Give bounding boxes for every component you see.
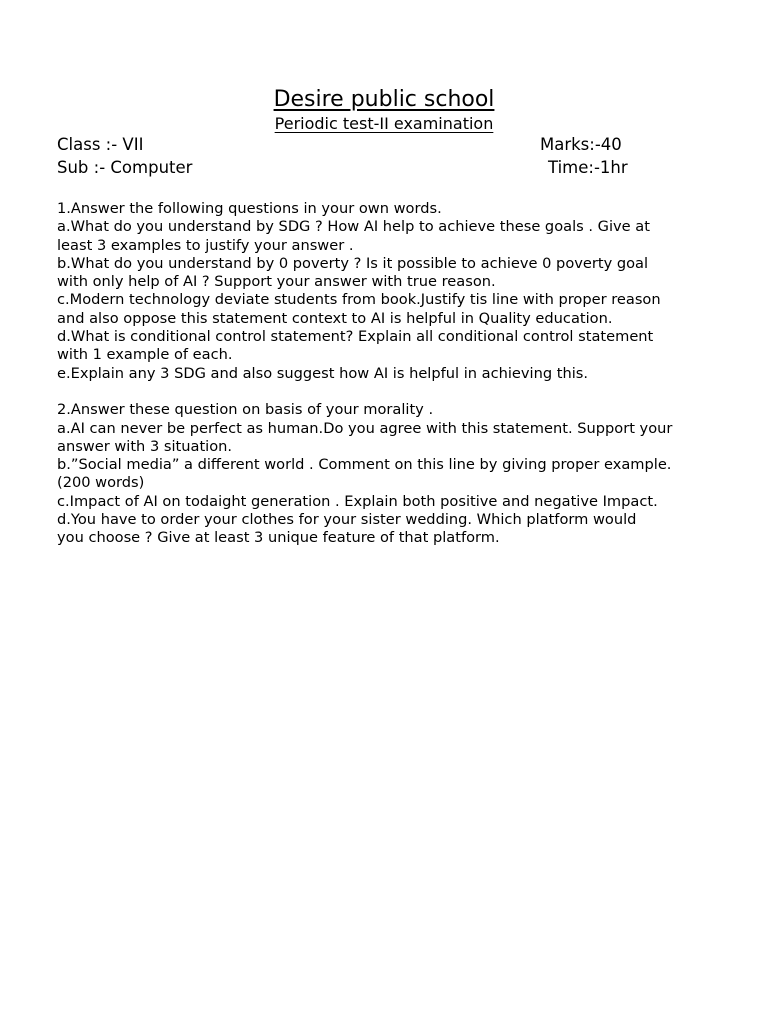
questions-body (57, 200, 729, 548)
school-name: Desire public school (273, 87, 495, 112)
question-line: e.Explain any 3 SDG and also suggest how AI is helpful in achieving this. (57, 364, 589, 382)
question-line: answer with 3 situation. (57, 437, 233, 455)
section-heading: 2.Answer these question on basis of your morality . (57, 401, 434, 419)
question-line: (200 words) (57, 474, 145, 492)
section-heading: 1.Answer the following questions in your own words. (57, 200, 442, 217)
question-section-1 (57, 200, 729, 383)
question-line: c.Impact of AI on todaight generation . Explain both positive and negative Impact. (57, 492, 658, 510)
question-line: with only help of AI ? Support your answer with true reason. (57, 273, 496, 291)
exam-title: Periodic test-II examination (274, 114, 494, 133)
question-line: d.You have to order your clothes for your sister wedding. Which platform would (57, 511, 637, 529)
question-section-2 (57, 401, 729, 547)
class-label: Class :- VII (57, 135, 144, 154)
question-line: a.What do you understand by SDG ? How AI help to achieve these goals . Give at (57, 218, 650, 236)
time-label: Time:-1hr (548, 158, 628, 177)
section-gap (57, 383, 729, 401)
question-line: you choose ? Give at least 3 unique feature of that platform. (57, 529, 500, 547)
question-line: d.What is conditional control statement? Explain all conditional control statement (57, 328, 654, 346)
marks-label: Marks:-40 (540, 135, 622, 154)
question-line: least 3 examples to justify your answer . (57, 236, 354, 254)
question-line: b.”Social media” a different world . Comment on this line by giving proper example. (57, 456, 672, 474)
question-line: c.Modern technology deviate students from book.Justify tis line with proper reason (57, 291, 661, 309)
question-line: with 1 example of each. (57, 346, 233, 364)
question-line: b.What do you understand by 0 poverty ? Is it possible to achieve 0 poverty goal (57, 254, 649, 272)
question-line: a.AI can never be perfect as human.Do you agree with this statement. Support your (57, 419, 673, 437)
question-line: and also oppose this statement context to AI is helpful in Quality education. (57, 309, 613, 327)
subject-label: Sub :- Computer (57, 158, 193, 177)
